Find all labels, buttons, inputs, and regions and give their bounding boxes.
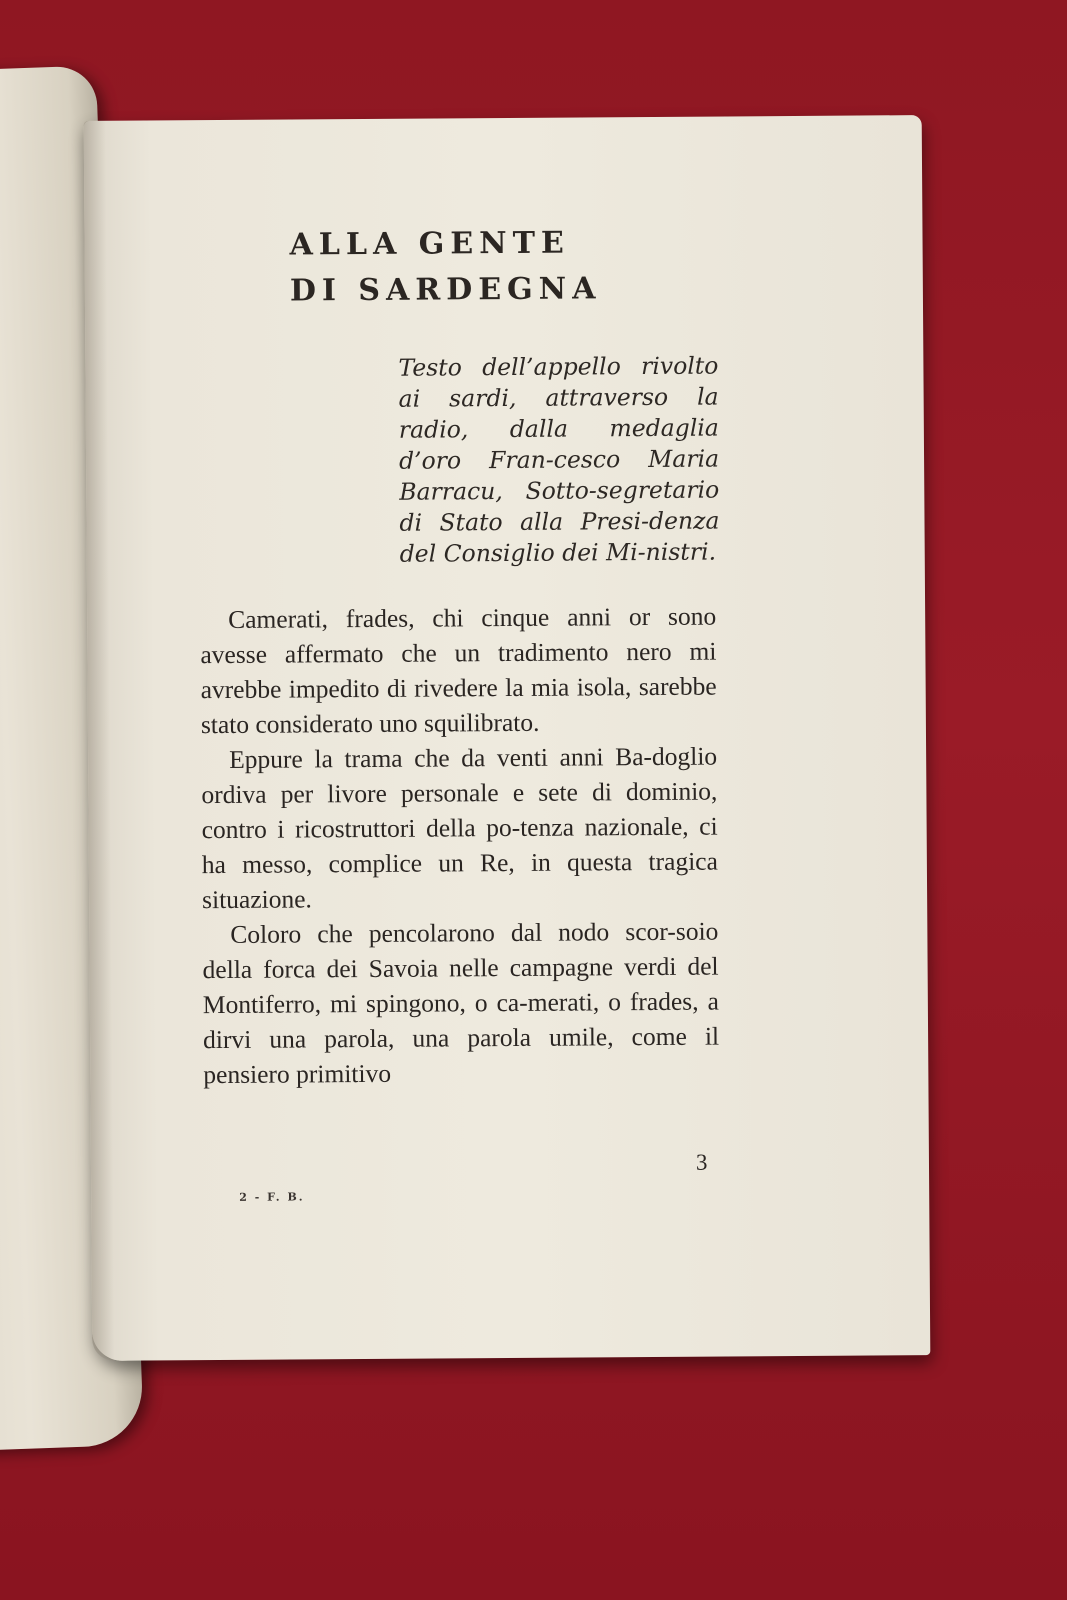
- title-line-1: ALLA GENTE: [289, 225, 570, 263]
- signature-mark: 2 - F. B.: [239, 1190, 305, 1204]
- paragraph-1: Camerati, frades, chi cinque anni or sono avesse affermato che un tradimento nero mi avrebbe impedito di rivedere la mia isola, sarebbe stato considerato uno squilibrato.: [200, 601, 717, 740]
- body-text: [200, 599, 719, 1093]
- epigraph: Testo dell’appello rivolto ai sardi, attraverso la radio, dalla medaglia d’oro Fran-cesco Maria Barracu, Sotto-segretario di Stato alla Presi-denza del Consiglio dei Mi-nistri.: [398, 351, 720, 568]
- book-page: [84, 115, 931, 1361]
- paragraph-3: Coloro che pencolarono dal nodo scor-soio della forca dei Savoia nelle campagne verdi del Montiferro, mi spingono, o ca-merati, o frades, a dirvi una parola, una parola umile, come il pensiero primitivo: [202, 916, 720, 1090]
- paragraph-2: Eppure la trama che da venti anni Ba-doglio ordiva per livore personale e sete di dominio, contro i ricostruttori della po-tenza nazionale, ci ha messo, complice un Re, in questa tragica situazione.: [201, 741, 718, 915]
- page-number: 3: [695, 1149, 708, 1175]
- title-line-2: DI SARDEGNA: [289, 271, 602, 309]
- page-title: [289, 220, 601, 314]
